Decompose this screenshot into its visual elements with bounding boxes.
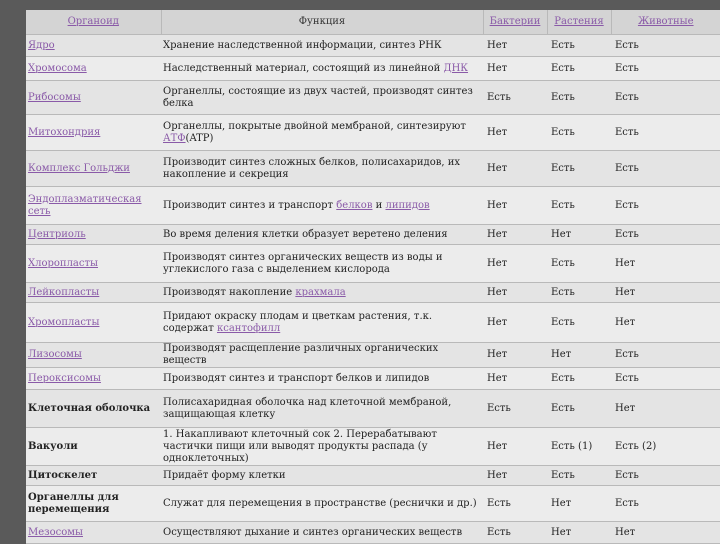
- bacteria-value: Нет: [483, 343, 547, 368]
- table-row: [26, 303, 720, 343]
- function-text: [161, 151, 483, 187]
- function-text: [161, 343, 483, 368]
- function-text: [161, 245, 483, 283]
- animals-value: Нет: [611, 522, 720, 544]
- function-text-part: Производит синтез и транспорт: [163, 199, 337, 211]
- organoid-link[interactable]: Лизосомы: [26, 343, 161, 368]
- bacteria-value: Нет: [483, 466, 547, 486]
- organoid-table: [26, 10, 720, 544]
- header-bacteria[interactable]: Бактерии: [483, 10, 547, 35]
- animals-value: Есть: [611, 151, 720, 187]
- table-row: [26, 81, 720, 115]
- animals-value: Есть (2): [611, 428, 720, 466]
- function-text-part: Производят синтез органических веществ из воды и углекислого газа с выделением кислорода: [163, 251, 443, 275]
- plants-value: Есть: [547, 466, 611, 486]
- function-text: [161, 486, 483, 522]
- function-text-part: Производят накопление: [163, 286, 296, 298]
- bacteria-value: Есть: [483, 486, 547, 522]
- plants-value: Есть: [547, 283, 611, 303]
- bacteria-value: Нет: [483, 245, 547, 283]
- bacteria-value: Нет: [483, 225, 547, 245]
- function-text-part: Производит синтез сложных белков, полисахаридов, их накопление и секреция: [163, 156, 461, 180]
- table-row: [26, 283, 720, 303]
- animals-value: Нет: [611, 245, 720, 283]
- table-row: [26, 245, 720, 283]
- table-row: [26, 187, 720, 225]
- animals-value: Есть: [611, 225, 720, 245]
- header-organoid[interactable]: Органоид: [26, 10, 161, 35]
- function-link[interactable]: АТФ: [163, 132, 186, 144]
- function-link[interactable]: белков: [336, 199, 373, 211]
- table-row: [26, 35, 720, 57]
- plants-value: Нет: [547, 225, 611, 245]
- animals-value: Есть: [611, 466, 720, 486]
- plants-value: Есть: [547, 245, 611, 283]
- bacteria-value: Нет: [483, 35, 547, 57]
- bacteria-value: Нет: [483, 303, 547, 343]
- organoid-link[interactable]: Центриоль: [26, 225, 161, 245]
- organoid-link[interactable]: Хромопласты: [26, 303, 161, 343]
- plants-value: Есть: [547, 303, 611, 343]
- function-text: [161, 368, 483, 390]
- table-row: [26, 151, 720, 187]
- bacteria-value: Нет: [483, 151, 547, 187]
- function-text-part: Хранение наследственной информации, синтез РНК: [163, 39, 442, 51]
- function-text-part: Органеллы, покрытые двойной мембраной, синтезируют: [163, 120, 466, 132]
- organoid-link[interactable]: Хромосома: [26, 57, 161, 81]
- organoid-link[interactable]: Хлоропласты: [26, 245, 161, 283]
- function-text: [161, 303, 483, 343]
- animals-value: Есть: [611, 187, 720, 225]
- table-body: [26, 35, 720, 544]
- function-text: [161, 390, 483, 428]
- plants-value: Есть: [547, 57, 611, 81]
- bacteria-value: Есть: [483, 390, 547, 428]
- bacteria-value: Есть: [483, 522, 547, 544]
- function-text: [161, 225, 483, 245]
- bacteria-value: Нет: [483, 187, 547, 225]
- table-row: [26, 57, 720, 81]
- function-text-part: Наследственный материал, состоящий из линейной: [163, 62, 444, 74]
- function-text: [161, 466, 483, 486]
- table-row: [26, 428, 720, 466]
- function-text-part: Производят синтез и транспорт белков и липидов: [163, 372, 430, 384]
- function-link[interactable]: ксантофилл: [216, 322, 281, 334]
- function-text-part: Служат для перемещения в пространстве (реснички и др.): [163, 497, 477, 509]
- table-header: [26, 10, 720, 35]
- plants-value: Есть: [547, 151, 611, 187]
- bacteria-value: Есть: [483, 81, 547, 115]
- table-row: [26, 343, 720, 368]
- organoid-name: Органеллы для перемещения: [26, 486, 161, 522]
- bacteria-value: Нет: [483, 57, 547, 81]
- organoid-name: Вакуоли: [26, 428, 161, 466]
- plants-value: Есть: [547, 115, 611, 151]
- function-text: [161, 522, 483, 544]
- table-row: [26, 486, 720, 522]
- function-text: [161, 187, 483, 225]
- organoid-link[interactable]: Комплекс Гольджи: [26, 151, 161, 187]
- animals-value: Есть: [611, 368, 720, 390]
- table-row: [26, 522, 720, 544]
- function-text: [161, 283, 483, 303]
- bacteria-value: Нет: [483, 368, 547, 390]
- animals-value: Нет: [611, 390, 720, 428]
- function-text-part: (ATP): [185, 132, 214, 144]
- table-row: [26, 368, 720, 390]
- plants-value: Есть: [547, 390, 611, 428]
- table-row: [26, 115, 720, 151]
- function-text: [161, 57, 483, 81]
- animals-value: Есть: [611, 35, 720, 57]
- animals-value: Есть: [611, 81, 720, 115]
- plants-value: Нет: [547, 486, 611, 522]
- organoid-link[interactable]: Рибосомы: [26, 81, 161, 115]
- organoid-name: Цитоскелет: [26, 466, 161, 486]
- plants-value: Есть (1): [547, 428, 611, 466]
- table-row: [26, 466, 720, 486]
- function-text: [161, 428, 483, 466]
- bacteria-value: Нет: [483, 115, 547, 151]
- function-link[interactable]: крахмала: [295, 286, 346, 298]
- animals-value: Есть: [611, 115, 720, 151]
- animals-value: Нет: [611, 283, 720, 303]
- organoid-link[interactable]: Мезосомы: [26, 522, 161, 544]
- bacteria-value: Нет: [483, 283, 547, 303]
- table-row: [26, 225, 720, 245]
- header-function: Функция: [161, 10, 483, 35]
- animals-value: Нет: [611, 303, 720, 343]
- function-text-part: Придают окраску плодам и цветкам растения, т.к. содержат: [163, 310, 433, 334]
- animals-value: Есть: [611, 57, 720, 81]
- organoid-link[interactable]: Лейкопласты: [26, 283, 161, 303]
- function-text-part: и: [372, 199, 386, 211]
- organoid-name: Клеточная оболочка: [26, 390, 161, 428]
- plants-value: Нет: [547, 522, 611, 544]
- function-text-part: Органеллы, состоящие из двух частей, производят синтез белка: [163, 85, 473, 109]
- function-text-part: Во время деления клетки образует веретено деления: [163, 228, 448, 240]
- function-link[interactable]: ДНК: [443, 62, 469, 74]
- organoid-link[interactable]: Пероксисомы: [26, 368, 161, 390]
- function-text: [161, 115, 483, 151]
- function-text-part: Осуществляют дыхание и синтез органических веществ: [163, 526, 463, 538]
- function-text: [161, 81, 483, 115]
- organoid-link[interactable]: Ядро: [26, 35, 161, 57]
- plants-value: Есть: [547, 187, 611, 225]
- function-text: [161, 35, 483, 57]
- header-plants[interactable]: Растения: [547, 10, 611, 35]
- function-text-part: Придаёт форму клетки: [163, 469, 286, 481]
- animals-value: Есть: [611, 486, 720, 522]
- function-text-part: Производят расщепление различных органических веществ: [163, 343, 439, 366]
- function-text-part: 1. Накапливают клеточный сок 2. Перерабатывают частички пищи или выводят продукты распада (у одноклеточных): [163, 428, 437, 464]
- function-link[interactable]: липидов: [385, 199, 430, 211]
- organoid-link[interactable]: Эндоплазматическая сеть: [26, 187, 161, 225]
- function-text-part: Полисахаридная оболочка над клеточной мембраной, защищающая клетку: [163, 396, 452, 420]
- table-row: [26, 390, 720, 428]
- plants-value: Есть: [547, 35, 611, 57]
- organoid-link[interactable]: Митохондрия: [26, 115, 161, 151]
- header-animals[interactable]: Животные: [611, 10, 720, 35]
- animals-value: Есть: [611, 343, 720, 368]
- plants-value: Есть: [547, 81, 611, 115]
- bacteria-value: Нет: [483, 428, 547, 466]
- plants-value: Есть: [547, 368, 611, 390]
- plants-value: Нет: [547, 343, 611, 368]
